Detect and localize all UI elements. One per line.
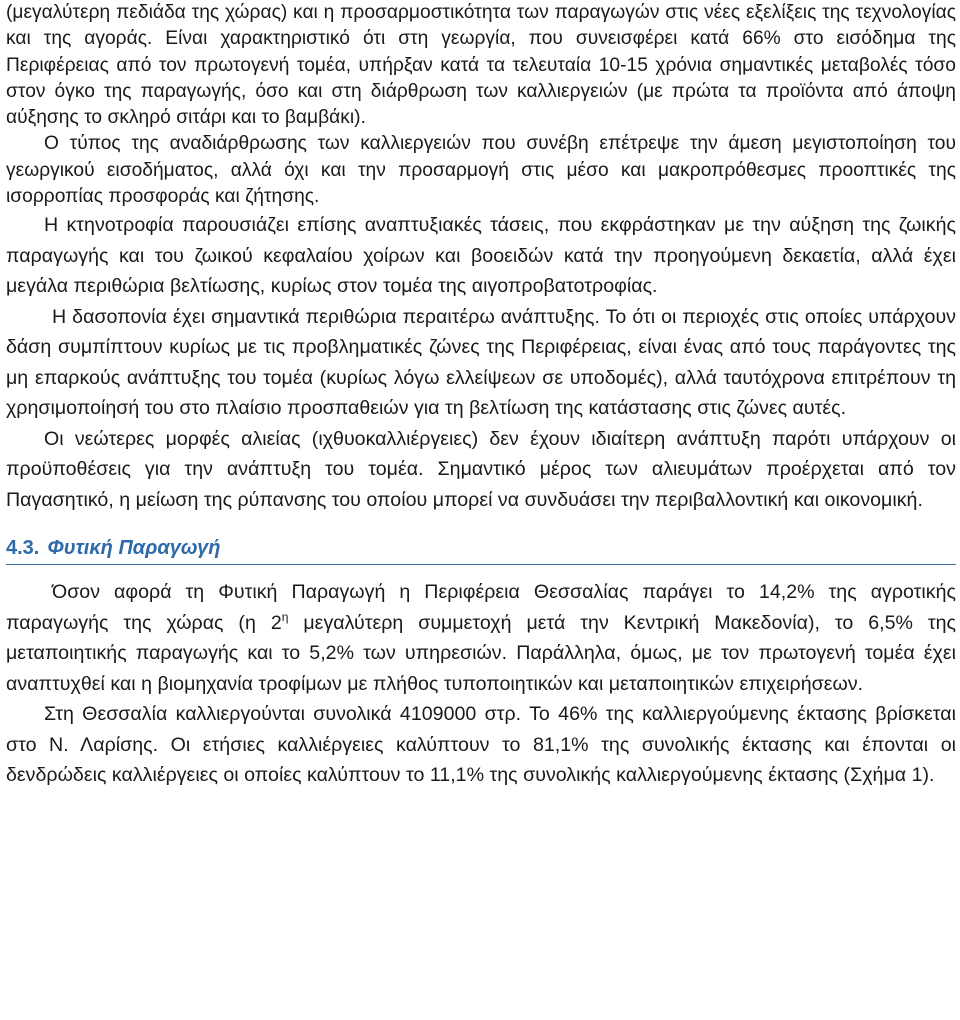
paragraph-restructuring: Ο τύπος της αναδιάρθρωσης των καλλιεργειών που συνέβη επέτρεψε την άμεση μεγιστοποίηση του γεωργικού εισοδήματος, αλλά όχι και την προσαρμογή στις μέσο και μακροπρόθεσμες προοπτικές της ισορροπίας προσφοράς και ζήτησης. <box>6 133 956 208</box>
paragraph-plant-production <box>6 577 956 699</box>
paragraph-plant-production-text-a: Όσον αφορά τη Φυτική Παραγωγή η Περιφέρεια Θεσσαλίας παράγει το 14,2% της αγροτικής παραγωγής της χώρας (η 2 <box>6 581 956 634</box>
section-heading <box>6 537 956 565</box>
paragraph-plant-production-text-b: μεγαλύτερη συμμετοχή μετά την Κεντρική Μακεδονία), το 6,5% της μεταποιητικής παραγωγής και το 5,2% των υπηρεσιών. Παράλληλα, όμως, με τον πρωτογενή τομέα έχει αναπτυχθεί και η βιομηχανία τροφίμων με πλήθος τυποποιητικών και μεταποιητικών επιχειρήσεων. <box>6 611 956 695</box>
paragraph-fishing: Οι νεώτερες μορφές αλιείας (ιχθυοκαλλιέργειες) δεν έχουν ιδιαίτερη ανάπτυξη παρότι υπάρχουν οι προϋποθέσεις για την ανάπτυξη του τομέα. Σημαντικό μέρος των αλιευμάτων προέρχεται από τον Παγασητικό, η μείωση της ρύπανσης του οποίου μπορεί να συνδυάσει την περιβαλλοντική και οικονομική. <box>6 427 956 511</box>
document-page <box>6 0 956 791</box>
paragraph-livestock: Η κτηνοτροφία παρουσιάζει επίσης αναπτυξιακές τάσεις, που εκφράστηκαν με την αύξηση της ζωικής παραγωγής και του ζωικού κεφαλαίου χοίρων και βοοειδών κατά την προηγούμενη δεκαετία, αλλά έχει μεγάλα περιθώρια βελτίωσης, κυρίως στον τομέα της αιγοπροβατοτροφίας. <box>6 214 956 298</box>
paragraph-cultivated-area: Στη Θεσσαλία καλλιεργούνται συνολικά 4109000 στρ. Το 46% της καλλιεργούμενης έκτασης βρίσκεται στο Ν. Λαρίσης. Οι ετήσιες καλλιέργειες καλύπτουν το 81,1% της συνολικής έκτασης και έπονται οι δενδρώδεις καλλιέργειες οι οποίες καλύπτουν το 11,1% της συνολικής καλλιεργούμενης έκτασης (Σχήμα 1). <box>6 703 956 787</box>
section-title: Φυτική Παραγωγή <box>47 537 221 560</box>
paragraph-forestry: Η δασοπονία έχει σημαντικά περιθώρια περαιτέρω ανάπτυξης. Το ότι οι περιοχές στις οποίες υπάρχουν δάση συμπίπτουν κυρίως με τις προβληματικές ζώνες της Περιφέρειας, είναι ένας από τους παράγοντες της μη επαρκούς ανάπτυξης του τομέα (κυρίως λόγω ελλείψεων σε υποδομές), αλλά ταυτόχρονα επιτρέπουν τη χρησιμοποίησή του στο πλαίσιο προσπαθειών για τη βελτίωση της κατάστασης στις ζώνες αυτές. <box>6 305 956 420</box>
superscript: η <box>281 609 289 624</box>
section-number: 4.3. <box>6 537 40 560</box>
paragraph-agriculture: (μεγαλύτερη πεδιάδα της χώρας) και η προσαρμοστικότητα των παραγωγών στις νέες εξελίξεις της τεχνολογίας και της αγοράς. Είναι χαρακτηριστικό ότι στη γεωργία, που συνεισφέρει κατά 66% στο εισόδημα της Περιφέρειας από τον πρωτογενή τομέα, υπήρξαν κατά τα τελευταία 10-15 χρόνια σημαντικές μεταβολές τόσο στον όγκο της παραγωγής, όσο και στη διάρθρωση των καλλιεργειών (με πρώτα τα προϊόντα από άποψη αύξησης το σκληρό σιτάρι και το βαμβάκι). <box>6 2 956 129</box>
section-body <box>6 577 956 791</box>
